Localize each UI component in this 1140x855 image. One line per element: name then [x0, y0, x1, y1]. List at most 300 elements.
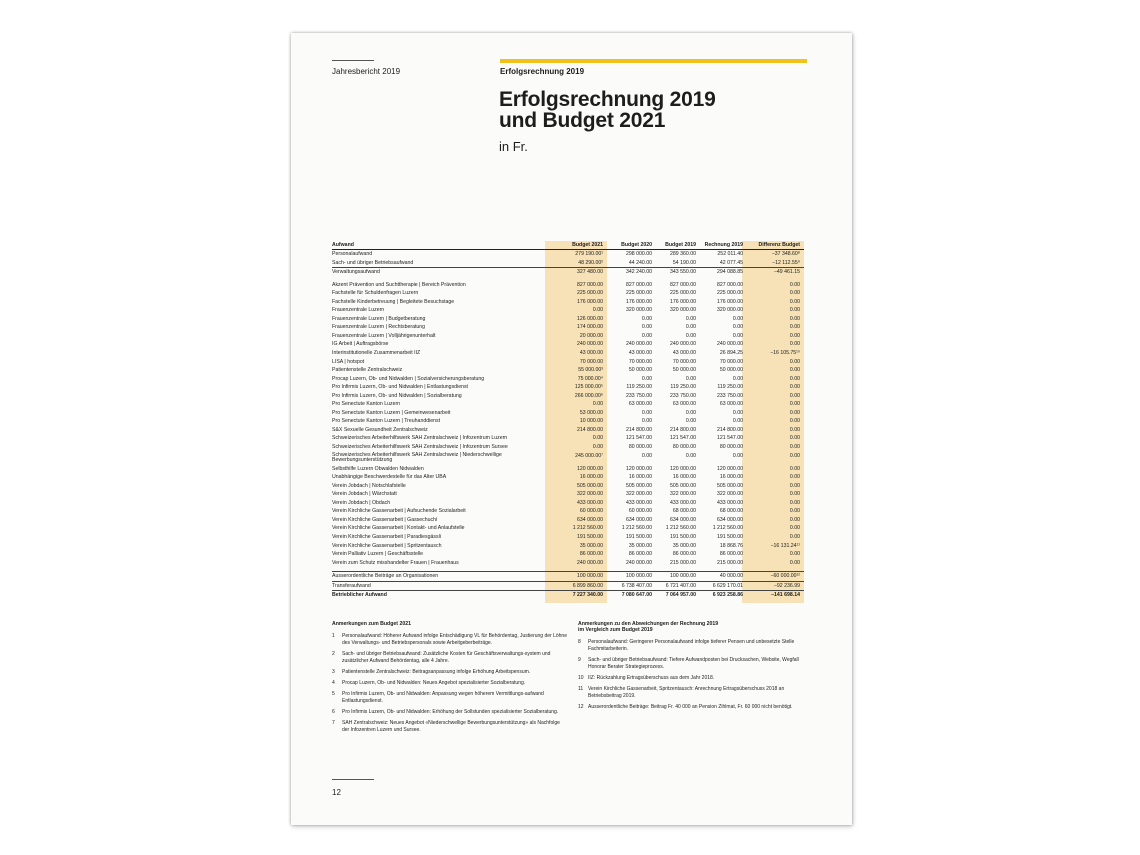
- table-row: [332, 559, 804, 568]
- table-cell: 0.00: [685, 375, 696, 382]
- table-cell: 342 240.00: [626, 269, 652, 276]
- table-row: [332, 332, 804, 341]
- table-cell: 126 000.00: [577, 315, 603, 322]
- running-head: Jahresbericht 2019: [332, 67, 401, 76]
- table-cell: 16 000.00: [628, 474, 652, 481]
- table-cell: 214 800.00: [577, 426, 603, 433]
- table-cell: 43 000.00: [672, 350, 696, 357]
- note-number: 8: [578, 639, 581, 645]
- table-cell: 191 500.00: [577, 533, 603, 540]
- row-label: Frauenzentrale Luzern | Volljährigenunterhalt: [332, 332, 436, 339]
- table-cell: 43 000.00: [579, 350, 603, 357]
- table-cell: 120 000.00: [626, 465, 652, 472]
- table-cell: 50 000.00: [628, 367, 652, 374]
- table-row: [332, 375, 804, 384]
- column-header: Aufwand: [332, 242, 354, 248]
- table-cell: 0.00: [789, 290, 800, 297]
- table-cell: 0.00: [789, 418, 800, 425]
- table-cell: 176 000.00: [717, 298, 743, 305]
- table-cell: 322 000.00: [717, 491, 743, 498]
- table-cell: 0.00: [789, 508, 800, 515]
- table-cell: −141 698.14: [771, 592, 800, 599]
- note-number: 10: [578, 675, 584, 681]
- table-cell: 225 000.00: [626, 290, 652, 297]
- title-line-1: Erfolgsrechnung 2019: [499, 88, 716, 111]
- note-item: [332, 709, 567, 716]
- note-text: Patientenstelle Zentralschweiz: Beitragsanpassung infolge Erhöhung Arbeitspensum.: [342, 669, 531, 675]
- table-cell: 0.00: [641, 409, 652, 416]
- row-label: Pro Senectute Kanton Luzern | Treuhanddienst: [332, 418, 441, 425]
- row-label: Verwaltungsaufwand: [332, 269, 380, 276]
- table-row: [332, 465, 804, 474]
- report-page: [291, 33, 852, 825]
- notes-heading: [578, 621, 813, 633]
- table-cell: 214 800.00: [626, 426, 652, 433]
- notes-budget-2021: [332, 621, 567, 738]
- table-cell: 225 000.00: [577, 290, 603, 297]
- row-label: Verein Kirchliche Gassenarbeit | Kontakt- und Anlaufstelle: [332, 525, 465, 532]
- row-label: LISA | hotspot: [332, 358, 365, 365]
- note-text: IIZ: Rückzahlung Ertragsüberschuss aus dem Jahr 2018.: [588, 675, 715, 681]
- table-cell: 40 000.00: [719, 573, 743, 580]
- table-cell: 0.00: [789, 298, 800, 305]
- table-cell: 320 000.00: [670, 307, 696, 314]
- note-item: [332, 680, 567, 687]
- table-row: [332, 507, 804, 516]
- table-cell: 16 000.00: [672, 474, 696, 481]
- row-label: Verein Kirchliche Gassenarbeit | Aufsuchende Sozialarbeit: [332, 508, 466, 515]
- row-label: Personalaufwand: [332, 251, 373, 257]
- table-row: [332, 323, 804, 332]
- table-cell: 827 000.00: [577, 281, 603, 288]
- section-label: Erfolgsrechnung 2019: [500, 67, 585, 76]
- table-cell: 240 000.00: [577, 559, 603, 566]
- table-cell: −16 131.24¹¹: [770, 542, 800, 549]
- table-cell: 86 000.00: [579, 551, 603, 558]
- table-cell: 50 000.00: [672, 367, 696, 374]
- table-cell: 63 000.00: [628, 401, 652, 408]
- row-label: S&X Sexuelle Gesundheit Zentralschweiz: [332, 426, 428, 433]
- table-cell: 80 000.00: [672, 444, 696, 451]
- table-cell: 0.00: [789, 465, 800, 472]
- table-row: [332, 383, 804, 392]
- table-cell: 0.00: [789, 444, 800, 451]
- table-cell: 174 000.00: [577, 324, 603, 331]
- table-cell: 215 000.00: [717, 559, 743, 566]
- table-cell: 6 899 860.00: [572, 582, 603, 589]
- table-cell: 0.00: [789, 281, 800, 288]
- table-cell: 35 000.00: [672, 542, 696, 549]
- table-cell: 0.00: [789, 384, 800, 391]
- table-cell: 0.00: [789, 367, 800, 374]
- table-row: [332, 358, 804, 367]
- note-number: 9: [578, 657, 581, 663]
- table-cell: 53 000.00: [579, 409, 603, 416]
- table-cell: 827 000.00: [717, 281, 743, 288]
- table-cell: 0.00: [789, 499, 800, 506]
- row-label: Fachstelle für Schuldenfragen Luzern: [332, 290, 419, 297]
- table-cell: 68 000.00: [672, 508, 696, 515]
- table-cell: 294 088.85: [717, 269, 743, 276]
- table-row: [332, 298, 804, 307]
- table-row: [332, 490, 804, 499]
- row-label: Pro Senectute Kanton Luzern | Gemeinwesenarbeit: [332, 409, 451, 416]
- table-row: [332, 400, 804, 409]
- table-cell: 100 000.00: [670, 573, 696, 580]
- table-row: [332, 366, 804, 375]
- table-cell: 0.00: [685, 332, 696, 339]
- row-label: Ausserordentliche Beiträge an Organisationen: [332, 573, 439, 580]
- row-label: Akzent Prävention und Suchttherapie | Bereich Prävention: [332, 281, 466, 288]
- table-cell: 0.00: [641, 375, 652, 382]
- row-label: Verein Kirchliche Gassenarbeit | Gassechuchi: [332, 516, 438, 523]
- table-row: [332, 590, 804, 600]
- table-cell: 20 000.00: [579, 332, 603, 339]
- table-cell: 240 000.00: [577, 341, 603, 348]
- table-cell: 343 550.00: [670, 269, 696, 276]
- table-cell: 80 000.00: [719, 444, 743, 451]
- table-cell: 233 750.00: [717, 392, 743, 399]
- row-label: Frauenzentrale Luzern: [332, 307, 385, 314]
- table-cell: 100 000.00: [577, 573, 603, 580]
- notes-heading: Anmerkungen zum Budget 2021: [332, 621, 411, 627]
- note-text: Procap Luzern, Ob- und Nidwalden: Neues Angebot spezialisierter Sozialberatung.: [342, 680, 526, 686]
- table-row: [332, 550, 804, 559]
- column-header: Rechnung 2019: [704, 242, 743, 248]
- table-row: [332, 259, 804, 268]
- note-item: [578, 686, 813, 700]
- table-cell: 6 721 407.00: [665, 582, 696, 589]
- table-cell: 44 240.00: [628, 259, 652, 266]
- note-item: [332, 633, 567, 647]
- table-cell: 191 500.00: [626, 533, 652, 540]
- table-cell: 298 000.00: [626, 251, 652, 257]
- table-cell: 322 000.00: [626, 491, 652, 498]
- note-number: 1: [332, 633, 335, 639]
- note-item: [578, 639, 813, 653]
- table-cell: 827 000.00: [670, 281, 696, 288]
- table-cell: 16 000.00: [579, 474, 603, 481]
- table-cell: 6 738 407.00: [621, 582, 652, 589]
- table-cell: 0.00: [789, 341, 800, 348]
- table-cell: 233 750.00: [670, 392, 696, 399]
- table-cell: 0.00: [685, 409, 696, 416]
- table-cell: 0.00: [789, 392, 800, 399]
- note-number: 7: [332, 720, 335, 726]
- table-cell: 176 000.00: [670, 298, 696, 305]
- table-row: [332, 267, 804, 277]
- table-cell: 634 000.00: [577, 516, 603, 523]
- table-cell: 35 000.00: [628, 542, 652, 549]
- table-cell: 176 000.00: [626, 298, 652, 305]
- table-cell: 50 000.00: [719, 367, 743, 374]
- table-row: [332, 524, 804, 533]
- table-cell: 120 000.00: [577, 465, 603, 472]
- table-cell: 86 000.00: [628, 551, 652, 558]
- row-label: Fachstelle Kinderbetreuung | Begleitete Besuchstage: [332, 298, 455, 305]
- table-cell: 0.00: [789, 324, 800, 331]
- table-cell: 0.00: [732, 315, 743, 322]
- table-cell: −37 348.60⁸: [771, 251, 800, 257]
- table-cell: 240 000.00: [717, 341, 743, 348]
- table-cell: 0.00: [685, 324, 696, 331]
- table-cell: 433 000.00: [577, 499, 603, 506]
- table-cell: 0.00: [789, 525, 800, 532]
- table-cell: 42 077.45: [719, 259, 743, 266]
- note-item: [578, 704, 813, 711]
- table-cell: 0.00: [732, 375, 743, 382]
- table-cell: 433 000.00: [670, 499, 696, 506]
- column-header: Differenz Budget: [758, 242, 800, 248]
- table-row: [332, 306, 804, 315]
- table-cell: 0.00: [641, 315, 652, 322]
- table-cell: 0.00: [789, 332, 800, 339]
- page-subtitle: in Fr.: [499, 139, 528, 154]
- row-label: Unabhängige Beschwerdestelle für das Alter UBA: [332, 474, 447, 481]
- note-item: [332, 720, 567, 734]
- table-cell: 0.00: [732, 418, 743, 425]
- table-header-row: [332, 241, 804, 250]
- note-text: Personalaufwand: Geringerer Personalaufwand infolge tieferer Pensen und unbesetzte Stelle Fachmitarbeiterin.: [588, 639, 795, 652]
- table-cell: 0.00: [789, 307, 800, 314]
- table-row: [332, 533, 804, 542]
- note-number: 12: [578, 704, 584, 710]
- footer-rule: [332, 779, 374, 780]
- row-label: Patientenstelle Zentralschweiz: [332, 367, 403, 374]
- note-item: [332, 691, 567, 705]
- table-cell: 1 212 560.00: [665, 525, 696, 532]
- table-cell: 505 000.00: [577, 482, 603, 489]
- table-row: [332, 434, 804, 443]
- note-number: 6: [332, 709, 335, 715]
- note-item: [578, 657, 813, 671]
- row-label: Verein Jobdach | Obdach: [332, 499, 391, 506]
- row-label: Betrieblicher Aufwand: [332, 592, 387, 599]
- title-line-2: und Budget 2021: [499, 109, 666, 132]
- note-text: Pro Infirmis Luzern, Ob- und Nidwalden: Anpassung wegen höherem Vermittlungs-aufwand Entlastungsdienst.: [342, 691, 544, 704]
- note-text: Sach- und übriger Betriebsaufwand: Zusätzliche Kosten für Geschäftsverwaltungs-system und zusätzlicher Aufwand Behördentag, alle 4 Jahre.: [342, 651, 551, 664]
- table-cell: 70 000.00: [672, 358, 696, 365]
- table-cell: 48 290.00²: [578, 259, 603, 266]
- table-cell: 233 750.00: [626, 392, 652, 399]
- note-number: 2: [332, 651, 335, 657]
- page-number: 12: [332, 788, 341, 797]
- table-row: [332, 417, 804, 426]
- row-label: Sach- und übriger Betriebsaufwand: [332, 259, 414, 266]
- table-row: [332, 426, 804, 435]
- page-title: [499, 89, 716, 131]
- table-cell: 176 000.00: [577, 298, 603, 305]
- table-cell: 433 000.00: [626, 499, 652, 506]
- table-cell: 35 000.00: [579, 542, 603, 549]
- table-cell: 827 000.00: [626, 281, 652, 288]
- table-row: [332, 443, 804, 452]
- table-row: [332, 392, 804, 401]
- table-cell: 70 000.00: [628, 358, 652, 365]
- table-row: [332, 340, 804, 349]
- table-cell: 634 000.00: [626, 516, 652, 523]
- note-text: SAH Zentralschweiz: Neues Angebot «Niederschwellige Bewerbungsunterstützung» als Nachfolge der Infozentren Luzern und Sursee.: [342, 720, 560, 733]
- table-cell: 18 868.76: [719, 542, 743, 549]
- table-cell: 0.00: [732, 332, 743, 339]
- table-cell: 0.00: [789, 533, 800, 540]
- table-cell: 26 894.25: [719, 350, 743, 357]
- table-row: [332, 571, 804, 581]
- table-cell: 16 000.00: [719, 474, 743, 481]
- table-cell: 7 064 957.00: [665, 592, 696, 599]
- table-cell: 6 629 170.01: [712, 582, 743, 589]
- row-label: Verein zum Schutz misshandelter Frauen | Frauenhaus: [332, 559, 459, 566]
- note-number: 5: [332, 691, 335, 697]
- table-cell: 80 000.00: [628, 444, 652, 451]
- table-cell: 214 800.00: [717, 426, 743, 433]
- table-cell: −16 105.75¹⁰: [770, 350, 800, 357]
- table-cell: 240 000.00: [670, 341, 696, 348]
- row-label: Verein Palliativ Luzern | Geschäftsstelle: [332, 551, 424, 558]
- row-label: Schweizerisches Arbeiterhilfswerk SAH Zentralschweiz | Infozentrum Sursee: [332, 444, 508, 451]
- row-label: Procap Luzern, Ob- und Nidwalden | Sozialversicherungsberatung: [332, 375, 485, 382]
- table-row: [332, 482, 804, 491]
- table-cell: 10 000.00: [579, 418, 603, 425]
- table-cell: 0.00: [789, 482, 800, 489]
- table-cell: 0.00: [641, 452, 652, 459]
- column-header: Budget 2019: [665, 242, 696, 248]
- row-label: Selbsthilfe Luzern Obwalden Nidwalden: [332, 465, 424, 472]
- table-cell: −60 000.00¹²: [770, 573, 800, 580]
- table-row: [332, 409, 804, 418]
- row-label: Schweizerisches Arbeiterhilfswerk SAH Zentralschweiz | Niederschwellige Bewerbungsunterstützung: [332, 451, 502, 464]
- table-cell: 0.00: [592, 444, 603, 451]
- table-cell: −12 112.55⁹: [772, 259, 800, 266]
- row-label: Transferaufwand: [332, 582, 371, 589]
- table-cell: 86 000.00: [672, 551, 696, 558]
- table-cell: 240 000.00: [626, 559, 652, 566]
- row-label: Verein Jobdach | Wärchstatt: [332, 491, 397, 498]
- table-cell: 121 547.00: [626, 435, 652, 442]
- table-cell: 100 000.00: [626, 573, 652, 580]
- table-cell: 120 000.00: [717, 465, 743, 472]
- table-cell: 0.00: [789, 409, 800, 416]
- table-cell: 54 190.00: [672, 259, 696, 266]
- table-cell: 63 000.00: [719, 401, 743, 408]
- note-text: Ausserordentliche Beiträge: Beitrag Fr. 40 000 an Pension Zihlmat, Fr. 60 000 nicht benötigt.: [588, 704, 793, 710]
- table-row: [332, 250, 804, 259]
- column-header: Budget 2021: [572, 242, 603, 248]
- notes-deviations-2019: [578, 621, 813, 715]
- table-row: [332, 581, 804, 591]
- table-cell: 279 190.00¹: [575, 251, 603, 257]
- table-cell: 0.00: [685, 452, 696, 459]
- table-cell: 7 227 340.00: [572, 592, 603, 599]
- table-cell: 245 000.00⁷: [575, 452, 603, 459]
- table-cell: 0.00: [641, 324, 652, 331]
- table-cell: 225 000.00: [670, 290, 696, 297]
- running-head-rule: [332, 60, 374, 61]
- row-label: Verein Kirchliche Gassenarbeit | Paradiesgässli: [332, 533, 441, 540]
- table-cell: 0.00: [592, 307, 603, 314]
- table-cell: 75 000.00⁴: [577, 375, 603, 382]
- table-cell: 0.00: [641, 418, 652, 425]
- table-cell: 0.00: [685, 315, 696, 322]
- table-cell: 0.00: [732, 324, 743, 331]
- row-label: Pro Infirmis Luzern, Ob- und Nidwalden | Entlastungsdienst: [332, 384, 469, 391]
- table-cell: 0.00: [592, 401, 603, 408]
- table-cell: 119 250.00: [626, 384, 652, 391]
- note-text: Pro Infirmis Luzern, Ob- und Nidwalden: Erhöhung der Sollstunden spezialisierter Sozialberatung.: [342, 709, 559, 715]
- table-cell: 252 011.40: [717, 251, 743, 257]
- note-item: [332, 651, 567, 665]
- row-label: Verein Kirchliche Gassenarbeit | Spritzentausch: [332, 542, 442, 549]
- table-cell: 225 000.00: [717, 290, 743, 297]
- table-cell: 121 547.00: [670, 435, 696, 442]
- table-cell: 86 000.00: [719, 551, 743, 558]
- table-cell: 191 500.00: [670, 533, 696, 540]
- note-item: [332, 669, 567, 676]
- table-cell: 1 212 560.00: [621, 525, 652, 532]
- table-cell: 43 000.00: [628, 350, 652, 357]
- row-label: Verein Jobdach | Notschlafstelle: [332, 482, 406, 489]
- table-row: [332, 499, 804, 508]
- table-cell: 505 000.00: [717, 482, 743, 489]
- row-label: IG Arbeit | Auftragsbörse: [332, 341, 389, 348]
- table-cell: 0.00: [789, 401, 800, 408]
- table-row: [332, 452, 804, 465]
- table-cell: 1 212 560.00: [712, 525, 743, 532]
- table-cell: 0.00: [789, 426, 800, 433]
- table-cell: 433 000.00: [717, 499, 743, 506]
- table-cell: 191 500.00: [717, 533, 743, 540]
- row-label: Interinstitutionelle Zusammenarbeit IIZ: [332, 350, 421, 357]
- table-cell: 125 000.00⁵: [574, 384, 603, 391]
- table-cell: 0.00: [641, 332, 652, 339]
- table-cell: 327 480.00: [577, 269, 603, 276]
- table-cell: 55 000.00³: [578, 367, 603, 374]
- table-cell: 6 923 258.86: [712, 592, 743, 599]
- note-number: 3: [332, 669, 335, 675]
- table-cell: 320 000.00: [626, 307, 652, 314]
- section-accent-bar: [500, 59, 807, 63]
- table-cell: 120 000.00: [670, 465, 696, 472]
- note-text: Verein Kirchliche Gassenarbeit, Spritzentausch: Anrechnung Ertragsüberschuss 2018 an Betriebsbeitrag 2019.: [588, 686, 785, 699]
- table-cell: 70 000.00: [719, 358, 743, 365]
- row-label: Schweizerisches Arbeiterhilfswerk SAH Zentralschweiz | Infozentrum Luzern: [332, 435, 508, 442]
- table-cell: −49 461.15: [773, 269, 800, 276]
- table-cell: 322 000.00: [577, 491, 603, 498]
- table-row: [332, 289, 804, 298]
- table-cell: 322 000.00: [670, 491, 696, 498]
- table-row: [332, 473, 804, 482]
- note-text: Personalaufwand: Höherer Aufwand infolge Entschädigung VL für Behördentag, Justierung der Löhne des Verwaltungs- und Betriebspersonals sowie Arbeitgeberbeiträge.: [342, 633, 567, 646]
- table-row: [332, 516, 804, 525]
- table-cell: 60 000.00: [579, 508, 603, 515]
- note-number: 4: [332, 680, 335, 686]
- table-cell: 505 000.00: [670, 482, 696, 489]
- table-cell: 320 000.00: [717, 307, 743, 314]
- table-cell: −92 236.99: [773, 582, 800, 589]
- table-cell: 0.00: [789, 375, 800, 382]
- table-cell: 1 212 560.00: [572, 525, 603, 532]
- table-cell: 60 000.00: [628, 508, 652, 515]
- row-label: Pro Senectute Kanton Luzern: [332, 401, 401, 408]
- table-row: [332, 315, 804, 324]
- table-cell: 0.00: [789, 551, 800, 558]
- table-cell: 0.00: [732, 409, 743, 416]
- table-cell: 289 360.00: [670, 251, 696, 257]
- table-cell: 0.00: [789, 452, 800, 459]
- row-label: Pro Infirmis Luzern, Ob- und Nidwalden | Sozialberatung: [332, 392, 462, 399]
- table-cell: 0.00: [789, 559, 800, 566]
- table-cell: 0.00: [732, 452, 743, 459]
